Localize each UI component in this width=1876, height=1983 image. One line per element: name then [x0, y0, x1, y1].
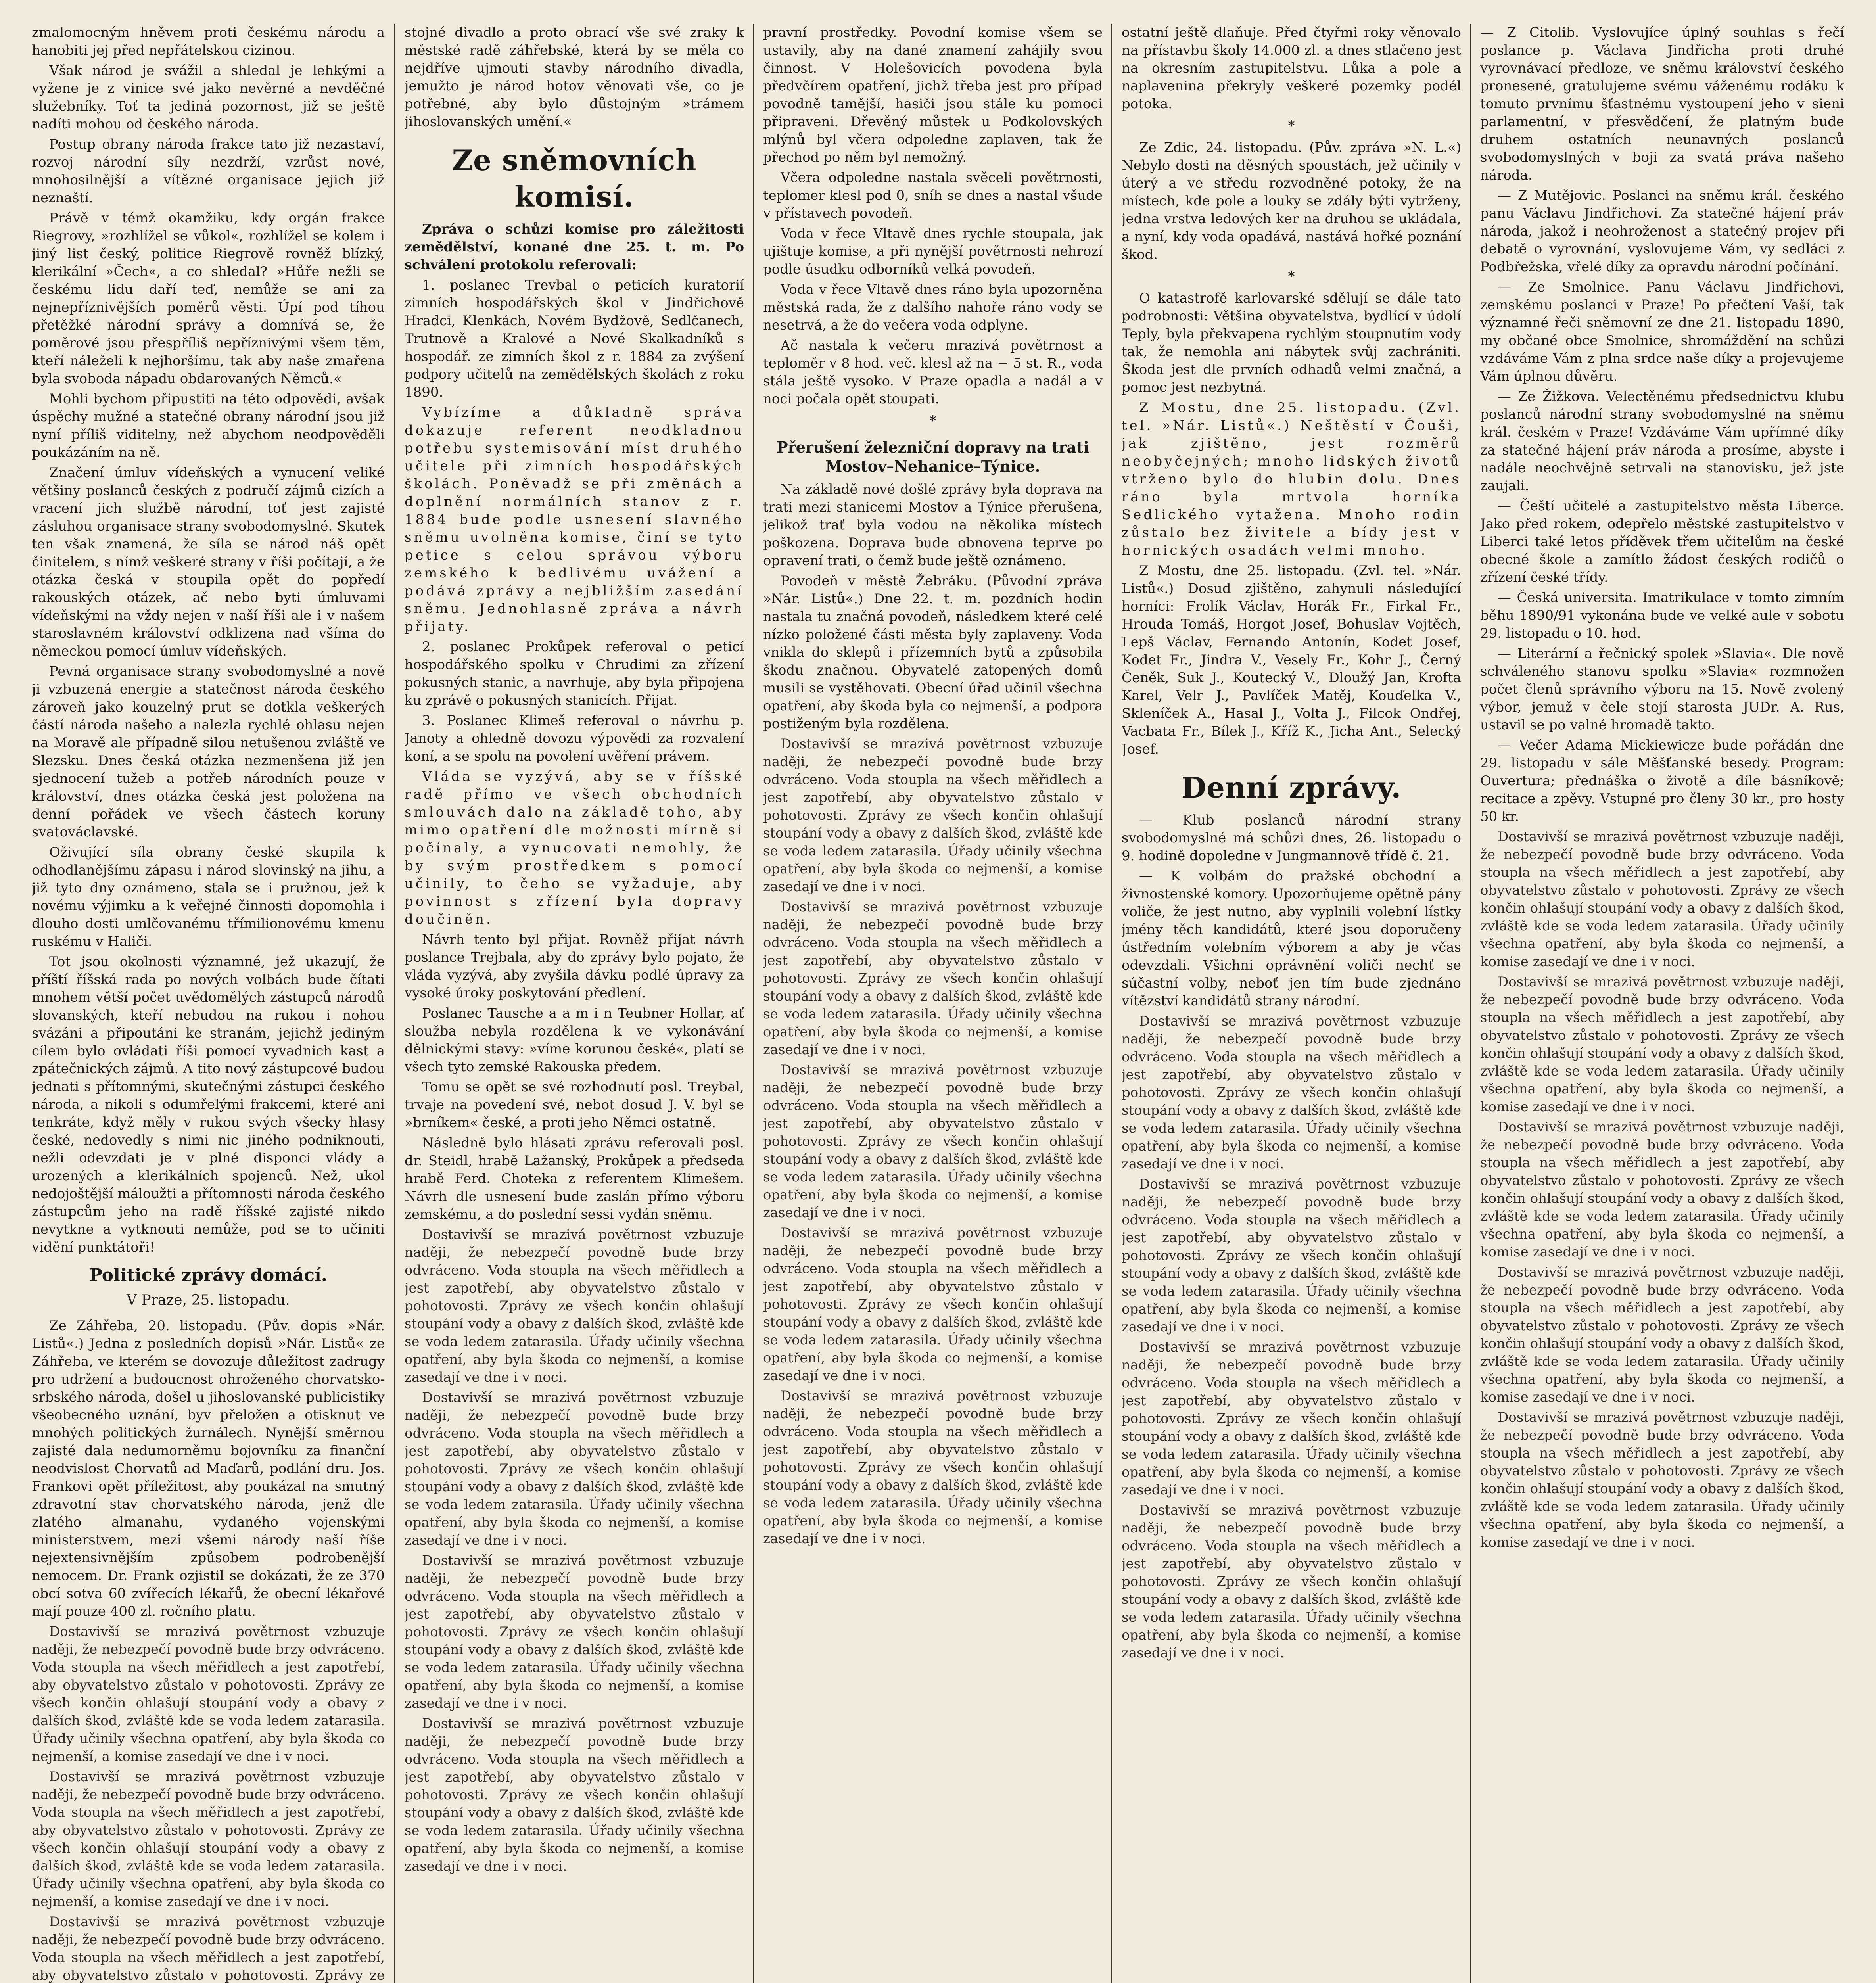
paragraph: Ze Zdic, 24. listopadu. (Pův. zpráva »N. L.«) Nebylo dosti na děsných spoustách, jež učinily v úterý a ve středu rozvodněné potoky, že na místech, kde pole a louky se zdály býti vytrženy, jedna vrstva ledových ker na druhou se ukládala, a nyní, kdy voda opadává, nastává hořké poznání škod. — [1122, 140, 1461, 263]
separator-star: * — [929, 413, 936, 429]
section-headline: Přerušení železniční dopravy na trati Mostov–Nehanice–Týnice. — [777, 438, 1089, 475]
paragraph: Následně bylo hlásati zprávu referovali posl. dr. Steidl, hrabě Lažanský, Prokůpek a předseda hrabě Ferd. Choteka z referentem Klimešem. Návrh dle usnesení bude zaslán přímo výboru zemskému, a do poslední sessi vydán sněmu. — [405, 1135, 744, 1222]
paragraph: Dostavivší se mrazivá povětrnost vzbuzuje naději, že nebezpečí povodně bude brzy odvráceno. Voda stoupla na všech měřidlech a jest zapotřebí, aby obyvatelstvo zůstalo v pohotovosti. Zprávy ze všech končin ohlašují stoupání vody a obavy z dalších škod, zvláště kde se voda ledem zatarasila. Úřady učinily všechna opatření, aby byla škoda co nejmenší, a komise zasedají ve dne i v noci. — [1480, 1119, 1844, 1260]
column-2 — [405, 24, 744, 1983]
paragraph: Pevná organisace strany svobodomyslné a nově ji vzbuzená energie a statečnost národa českého zároveň jako kouzelný prut se dotkla veškerých částí národa našeho a nalezla rychlé ohlasu nejen na Moravě ale případně silou netušenou zvláště ve Slezsku. Dnes česká otázka nezmenšena již jen sjednocení tužeb a potřeb národních pouze v království, dnes otázka česká jest položena na denní pořádek ve všech částech koruny svatováclavské. — [32, 664, 385, 840]
paragraph: Tomu se opět se své rozhodnutí posl. Treybal, trvaje na povedení své, nebot dosud J. V. byl se »brníkem« české, a proti jeho Němci ostatně. — [405, 1079, 744, 1131]
column-rule — [753, 24, 754, 1983]
paragraph: stojné divadlo a proto obrací vše své zraky k městské radě záhřebské, která by se měla co nejdříve ujmouti stavby národního divadla, jemužto je národ hotov věnovati vše, co je potřebné, aby bylo důstojným »trámem jihoslovanských umění.« — [405, 25, 744, 130]
section-title: Ze sněmovních komisí. — [452, 143, 697, 213]
paragraph: Dostavivší se mrazivá povětrnost vzbuzuje naději, že nebezpečí povodně bude brzy odvráceno. Voda stoupla na všech měřidlech a jest zapotřebí, aby obyvatelstvo zůstalo v pohotovosti. Zprávy ze všech končin ohlašují stoupání vody a obavy z dalších škod, zvláště kde se voda ledem zatarasila. Úřady učinily všechna opatření, aby byla škoda co nejmenší, a komise zasedají ve dne i v noci. — [763, 736, 1103, 895]
paragraph: Dostavivší se mrazivá povětrnost vzbuzuje naději, že nebezpečí povodně bude brzy odvráceno. Voda stoupla na všech měřidlech a jest zapotřebí, aby obyvatelstvo zůstalo v pohotovosti. Zprávy ze všech končin ohlašují stoupání vody a obavy z dalších škod, zvláště kde se voda ledem zatarasila. Úřady učinily všechna opatření, aby byla škoda co nejmenší, a komise zasedají ve dne i v noci. — [763, 1388, 1103, 1547]
paragraph: 3. Poslanec Klimeš referoval o návrhu p. Janoty a ohledně dovozu výpovědi za rozvalení koní, a se spolu na povolení uvěření právem. — [405, 713, 744, 764]
paragraph: Dostavivší se mrazivá povětrnost vzbuzuje naději, že nebezpečí povodně bude brzy odvráceno. Voda stoupla na všech měřidlech a jest zapotřebí, aby obyvatelstvo zůstalo v pohotovosti. Zprávy ze všech končin ohlašují stoupání vody a obavy z dalších škod, zvláště kde se voda ledem zatarasila. Úřady učinily všechna opatření, aby byla škoda co nejmenší, a komise zasedají ve dne i v noci. — [1122, 1339, 1461, 1498]
column-rule — [1470, 24, 1471, 1983]
paragraph: — Ze Žižkova. Velectěnému předsednictvu klubu poslanců národní strany svobodomyslné na sněmu král. českém v Praze! Vzdáváme Vám upřímné díky za statečné hájení práv národa a prosíme, abyste i nadále neochvějně setrvali na stanovisku, jež jste zaujali. — [1480, 389, 1844, 494]
paragraph: Dostavivší se mrazivá povětrnost vzbuzuje naději, že nebezpečí povodně bude brzy odvráceno. Voda stoupla na všech měřidlech a jest zapotřebí, aby obyvatelstvo zůstalo v pohotovosti. Zprávy ze všech končin ohlašují stoupání vody a obavy z dalších škod, zvláště kde se voda ledem zatarasila. Úřady učinily všechna opatření, aby byla škoda co nejmenší, a komise zasedají ve dne i v noci. — [763, 1062, 1103, 1221]
paragraph: ostatní ještě dlaňuje. Před čtyřmi roky věnovalo na přístavbu školy 14.000 zl. a dnes stlačeno jest na okresním zastupitelstvu. Lůka a pole a naplavenina překryly veškeré pozemky podél potoka. — [1122, 25, 1461, 112]
paragraph: Z Mostu, dne 25. listopadu. (Zvl. tel. »Nár. Listů«.) Neštěstí v Čouši, jak zjištěno, jest rozměrů neobyčejných; mnoho lidských životů vtrženo bylo do hlubin dolu. Dnes ráno byla mrtvola horníka Sedlického vytažena. Mnoho rodin zůstalo bez živitele a bídy jest v hornických osadách velmi mnoho. — [1122, 400, 1461, 558]
paragraph: — Čeští učitelé a zastupitelstvo města Liberce. Jako před rokem, odepřelo městské zastupitelstvo v Liberci také letos příděvek třem učitelům na české obecné škole a zamítlo žádost českých rodičů o zřízení české třídy. — [1480, 498, 1844, 585]
column-4 — [1122, 24, 1461, 1983]
paragraph: Včera odpoledne nastala svěceli povětrnosti, teplomer klesl pod 0, sníh se dnes a nastal všude v přístavech povodeň. — [763, 170, 1103, 221]
section-title: Denní zprávy. — [1181, 771, 1402, 804]
paragraph: Mohli bychom připustiti na této odpovědi, avšak úspěchy mužné a statečné obrany národní jsou již nyní příliš viditelny, než abychom neodpověděli poukázáním na ně. — [32, 391, 385, 460]
paragraph: — Ze Smolnice. Panu Václavu Jindřichovi, zemskému poslanci v Praze! Po přečtení Vaší, tak významné řeči sněmovní ze dne 21. listopadu 1890, my občané obce Smolnice, shromáždění na schůzi vzdáváme Vám z plna srdce naše díky a projevujeme Vám úplnou důvěru. — [1480, 279, 1844, 384]
paragraph: Právě v témž okamžiku, kdy orgán frakce Riegrovy, »rozhlížel se vůkol«, rozhlížel se kolem i jiný list český, politice Riegrově rovněž blízký, klerikální »Čech«, a co shledal? »Hůře nežli se českému lidu daří teď, nemůže se ani za nejnepříznivějších poměrů věsti. Úpí pod tíhou přetěžké národní správy a domnívá se, že poměrové jsou přespříliš nepříznivými všem těm, kteří náleželi k nejhoršímu, tak aby naše zmařena byla svoboda nápadu obdarovaných Němců.« — [32, 210, 385, 387]
paragraph: Dostavivší se mrazivá povětrnost vzbuzuje naději, že nebezpečí povodně bude brzy odvráceno. Voda stoupla na všech měřidlech a jest zapotřebí, aby obyvatelstvo zůstalo v pohotovosti. Zprávy ze všech končin ohlašují stoupání vody a obavy z dalších škod, zvláště kde se voda ledem zatarasila. Úřady učinily všechna opatření, aby byla škoda co nejmenší, a komise zasedají ve dne i v noci. — [763, 899, 1103, 1058]
paragraph: Dostavivší se mrazivá povětrnost vzbuzuje naději, že nebezpečí povodně bude brzy odvráceno. Voda stoupla na všech měřidlech a jest zapotřebí, aby obyvatelstvo zůstalo v pohotovosti. Zprávy ze všech končin ohlašují stoupání vody a obavy z dalších škod, zvláště kde se voda ledem zatarasila. Úřady učinily všechna opatření, aby byla škoda co nejmenší, a komise zasedají ve dne i v noci. — [32, 1769, 385, 1910]
paragraph: Dostavivší se mrazivá povětrnost vzbuzuje naději, že nebezpečí povodně bude brzy odvráceno. Voda stoupla na všech měřidlech a jest zapotřebí, aby obyvatelstvo zůstalo v pohotovosti. Zprávy ze všech končin ohlašují stoupání vody a obavy z dalších škod, zvláště kde se voda ledem zatarasila. Úřady učinily všechna opatření, aby byla škoda co nejmenší, a komise zasedají ve dne i v noci. — [1480, 1410, 1844, 1550]
paragraph: — Česká universita. Imatrikulace v tomto zimním běhu 1890/91 vykonána bude ve velké aule v sobotu 29. listopadu o 10. hod. — [1480, 590, 1844, 641]
paragraph: Vybízíme a důkladně správa dokazuje referent neodkladnou potřebu systemisování míst druhého učitele při zimních hospodářských školách. Poněvadž se při změnách a doplnění normálních stanov z r. 1884 bude podle usnesení slavného sněmu uvolněna komise, činí se tyto petice s celou správou výboru zemského k bedlivému uvážení a podává zprávy a nejbližším zasedání sněmu. Jednohlasně zpráva a návrh přijaty. — [405, 405, 744, 635]
paragraph: Povodeň v městě Žebráku. (Původní zpráva »Nár. Listů«.) Dne 22. t. m. pozdních hodin nastala tu značná povodeň, následkem které celé nízko položené části města byly zaplaveny. Voda vnikla do sklepů i přízemních bytů a způsobila škodu značnou. Obyvatelé zatopených domů musili se vystěhovati. Obecní úřad učinil všechna opatření, aby škoda byla co nejmenší, a podpora postiženým byla rozdělena. — [763, 573, 1103, 732]
paragraph: pravní prostředky. Povodní komise všem se ustavily, aby na dané znamení zahájily svou činnost. V Holešovicích povodena byla předvčírem opatření, jichž třeba jest pro případ povodně tamější, hasiči jsou stále ku pomoci připraveni. Dřevěný můstek u Podkolovských mlýnů byl včera odpoledne zaplaven, tak že přechod po něm byl nemožný. — [763, 25, 1103, 165]
paragraph: Dostavivší se mrazivá povětrnost vzbuzuje naději, že nebezpečí povodně bude brzy odvráceno. Voda stoupla na všech měřidlech a jest zapotřebí, aby obyvatelstvo zůstalo v pohotovosti. Zprávy ze všech končin ohlašují stoupání vody a obavy z dalších škod, zvláště kde se voda ledem zatarasila. Úřady učinily všechna opatření, aby byla škoda co nejmenší, a komise zasedají ve dne i v noci. — [32, 1624, 385, 1764]
paragraph: 1. poslanec Trevbal o peticích kuratorií zimních hospodářských škol v Jindřichově Hradci, Klenkách, Novém Bydžově, Sedlčanech, Trutnově a Kralové a Nové Skalkadníků s hospodář. ze zimních škol z r. 1884 za zvýšení podpory učitelů na zemědělských školách z roku 1890. — [405, 277, 744, 400]
paragraph: — Večer Adama Mickiewicze bude pořádán dne 29. listopadu v sále Měšťanské besedy. Program: Ouvertura; přednáška o životě a díle básníkově; recitace a zpěvy. Vstupné pro členy 30 kr., pro hosty 50 kr. — [1480, 737, 1844, 825]
paragraph: Postup obrany národa frakce tato již nezastaví, rozvoj národní síly nezdrží, vzrůst nové, mnohosilnější a vítězné organisace jejich již neznaští. — [32, 136, 385, 206]
separator-star: * — [1288, 268, 1295, 284]
paragraph: Dostavivší se mrazivá povětrnost vzbuzuje naději, že nebezpečí povodně bude brzy odvráceno. Voda stoupla na všech měřidlech a jest zapotřebí, aby obyvatelstvo zůstalo v pohotovosti. Zprávy ze všech končin ohlašují stoupání vody a obavy z dalších škod, zvláště kde se voda ledem zatarasila. Úřady učinily všechna opatření, aby byla škoda co nejmenší, a komise zasedají ve dne i v noci. — [405, 1553, 744, 1711]
paragraph: O katastrofě karlovarské sdělují se dále tato podrobnosti: Většina obyvatelstva, bydlící v údolí Teply, byla překvapena rychlým stoupnutím vody tak, že nemohla ani nábytek svůj zachrániti. Škoda jest dle prvních odhadů velmi značná, a pomoc jest nezbytná. — [1122, 290, 1461, 395]
paragraph: Dostavivší se mrazivá povětrnost vzbuzuje naději, že nebezpečí povodně bude brzy odvráceno. Voda stoupla na všech měřidlech a jest zapotřebí, aby obyvatelstvo zůstalo v pohotovosti. Zprávy ze všech končin ohlašují stoupání vody a obavy z dalších škod, zvláště kde se voda ledem zatarasila. Úřady učinily všechna opatření, aby byla škoda co nejmenší, a komise zasedají ve dne i v noci. — [1122, 1502, 1461, 1661]
paragraph: Dostavivší se mrazivá povětrnost vzbuzuje naději, že nebezpečí povodně bude brzy odvráceno. Voda stoupla na všech měřidlech a jest zapotřebí, aby obyvatelstvo zůstalo v pohotovosti. Zprávy ze všech končin ohlašují stoupání vody a obavy z dalších škod, zvláště kde se voda ledem zatarasila. Úřady učinily všechna opatření, aby byla škoda co nejmenší, a komise zasedají ve dne i v noci. — [1480, 974, 1844, 1115]
paragraph: 2. poslanec Prokůpek referoval o peticí hospodářského spolku v Chrudimi za zřízení pokusných stanic, a navrhuje, aby byla připojena ku zprávě o pokusných stanicích. Přijat. — [405, 639, 744, 708]
column-rule — [1111, 24, 1112, 1983]
paragraph: — Z Citolib. Vyslovujíce úplný souhlas s řečí poslance p. Václava Jindřicha proti druhé vyrovnávací předloze, ve sněmu království českého pronesené, gratulujeme svému váženému rodáku k tomuto prvnímu šťastnému vystoupení jeho v sieni parlamentní, v přesvědčení, že platným bude druhem ostatních neunavných poslanců svobodomyslných v boji za svatá práva našeho národa. — [1480, 25, 1844, 183]
paragraph: Tot jsou okolnosti významné, jež ukazují, že příští říšská rada po nových volbách bude čítati mnohem větší počet uvědomělých zástupců národů slovanských, kteří nebudou na rukou i nohou svázáni a připoutáni ke stranám, jejichž jediným cílem bylo ovládati říši pomocí vyvadnich kast a zpátečnických zájmů. A tito nový zástupcové budou jednati s přítomnými, skutečnými zástupci českého národa, a nikoli s odumřelými frakcemi, které ani tenkráte, když měly v rukou svých všecky hlasy české, nedovedly s nimi nic jiného podniknouti, nežli odevzdati je v plné disponci vlády a urozených a klerikálních spojenců. Než, ukol nedojoštější máloužti a přítomnosti národa českého zástupcům jeho na radě říšské zajisté nikdo nevytkne a vytknouti nemůže, pod se to učiniti vidění punktátoři! — [32, 954, 385, 1255]
column-rule — [394, 24, 395, 1983]
paragraph: — Literární a řečnický spolek »Slavia«. Dle nově schváleného stanovu spolku »Slavia« rozmnožen počet členů správního výboru na 15. Nově zvolený výbor, jemuž v čele stojí starosta JUDr. A. Rus, ustavil se po valné hromadě takto. — [1480, 646, 1844, 733]
paragraph: Dostavivší se mrazivá povětrnost vzbuzuje naději, že nebezpečí povodně bude brzy odvráceno. Voda stoupla na všech měřidlech a jest zapotřebí, aby obyvatelstvo zůstalo v pohotovosti. Zprávy ze všech končin ohlašují stoupání vody a obavy z dalších škod, zvláště kde se voda ledem zatarasila. Úřady učinily všechna opatření, aby byla škoda co nejmenší, a komise zasedají ve dne i v noci. — [405, 1716, 744, 1874]
paragraph: Poslanec Tausche a a m i n Teubner Hollar, ať sloužba nebyla rozdělena k ve vykonávání dělnickými stavy: »víme korunou české«, platí se všech tyto zemské Rakouska předem. — [405, 1005, 744, 1075]
paragraph: Oživující síla obrany české skupila k odhodlanějšímu zápasu i národ slovinský na jihu, a již tyto dny oznámeno, stala se i pružnou, jež k novému výjimku a k veřejné činnosti dopomohla i dlouho dosti umlčovanému třímilionovému kmenu ruskému v Haliči. — [32, 844, 385, 949]
paragraph: Na základě nové došlé zprávy byla doprava na trati mezi stanicemi Mostov a Týnice přerušena, jelikož trať byla vodou na několika místech poškozena. Doprava bude obnovena teprve po opravení trati, o čemž bude ještě oznámeno. — [763, 481, 1103, 569]
paragraph: Z Mostu, dne 25. listopadu. (Zvl. tel. »Nár. Listů«.) Dosud zjištěno, zahynuli následující horníci: Frolík Václav, Horák Fr., Firkal Fr., Hrouda Tomáš, Horgot Josef, Bohuslav Vojtěch, Lepš Václav, Fernando Antonín, Kodet Josef, Kodet Fr., Jindra V., Vesely Fr., Kohr J., Černý Čeněk, Suk J., Koutecký V., Dloužý Jan, Krofta Karel, Velr J., Pavlíček Matěj, Kouďelka V., Skleníček A., Hasal J., Volta J., Filcok Ondřej, Vacbata Fr., Bílek J., Kříž K., Jicha Ant., Selecký Josef. — [1122, 563, 1461, 757]
column-5 — [1480, 24, 1844, 1983]
paragraph: zmalomocným hněvem proti českému národu a hanobiti jej před nepřátelskou cizinou. — [32, 25, 385, 58]
paragraph: Ze Záhřeba, 20. listopadu. (Pův. dopis »Nár. Listů«.) Jedna z posledních dopisů »Nár. Listů« ze Záhřeba, ve kterém se dovozuje důležitost zadrugy pro udržení a budoucnost ohroženého chorvatsko-srbského národa, došel u jihoslovanské publicistiky všeobecného uznání, byv přeložen a otisknut ve mnohých politických žurnálech. Nynější směrnou zajisté dala nedumorněmu bojovníku za finanční neodvislost Chorvatů ad Maďarů, podlání dru. Jos. Frankovi opět příležitost, aby poukázal na smutný zdravotní stav chorvatského národa, jenž dle zlatého almanahu, vydaného vojenskými ministerstvem, mezi všemi národy naší říše nejextensivnějším způsobem podrobenější nemocem. Dr. Frank ozjistil se dokázati, že ze 370 obcí sotva 60 zvířecích lékařů, že obecní lékařové mají pouze 400 zl. ročního platu. — [32, 1318, 385, 1619]
paragraph: Vláda se vyzývá, aby se v říšské radě přímo ve všech obchodních smlouvách dalo na základě toho, aby mimo opatření dle možnosti mírně si počínaly, a vynucovati nemohly, že by svým prostředkem s pomocí učinily, to čeho se vyžaduje, aby povinnost s zřízení byla dopravy doučiněn. — [405, 769, 744, 927]
column-3 — [763, 24, 1103, 1983]
separator-star: * — [1288, 118, 1295, 134]
section-headline: Politické zprávy domácí. — [89, 1265, 328, 1285]
paragraph: Dostavivší se mrazivá povětrnost vzbuzuje naději, že nebezpečí povodně bude brzy odvráceno. Voda stoupla na všech měřidlech a jest zapotřebí, aby obyvatelstvo zůstalo v pohotovosti. Zprávy ze všech končin ohlašují stoupání vody a obavy z dalších škod, zvláště kde se voda ledem zatarasila. Úřady učinily všechna opatření, aby byla škoda co nejmenší, a komise zasedají ve dne i v noci. — [1122, 1176, 1461, 1335]
paragraph: Dostavivší se mrazivá povětrnost vzbuzuje naději, že nebezpečí povodně bude brzy odvráceno. Voda stoupla na všech měřidlech a jest zapotřebí, aby obyvatelstvo zůstalo v pohotovosti. Zprávy ze — [32, 1914, 385, 1983]
paragraph: Dostavivší se mrazivá povětrnost vzbuzuje naději, že nebezpečí povodně bude brzy odvráceno. Voda stoupla na všech měřidlech a jest zapotřebí, aby obyvatelstvo zůstalo v pohotovosti. Zprávy ze všech končin ohlašují stoupání vody a obavy z dalších škod, zvláště kde se voda ledem zatarasila. Úřady učinily všechna opatření, aby byla škoda co nejmenší, a komise zasedají ve dne i v noci. — [405, 1227, 744, 1385]
paragraph: Ač nastala k večeru mrazivá povětrnost a teploměr v 8 hod. več. klesl až na − 5 st. R., voda stála ještě vysoko. V Praze opadla a nadál a v noci počala opět stoupati. — [763, 338, 1103, 407]
column-1 — [32, 24, 385, 1983]
paragraph: Značení úmluv vídeňských a vynucení veliké většiny poslanců českých z područí zájmů cizích a vracení jich službě národní, toť jest zajisté zásluhou organisace strany svobodomyslné. Skutek ten však znamená, že síla se národ náš opět činitelem, s nímž veškeré strany v říši počítají, a že otázka česká v stoupila opět do popředí rakouských otázek, ač nebo byti úmluvami vídeňskými na vždy nejen v naší říši ale i v našem staroslavném království odklizena nad všíma do německou pomocí úmluv vídeňských. — [32, 465, 385, 659]
paragraph: Voda v řece Vltavě dnes ráno byla upozorněna městská rada, že z dalšího nahoře ráno vody se nesetrvá, a že do večera voda odplyne. — [763, 282, 1103, 333]
paragraph: Dostavivší se mrazivá povětrnost vzbuzuje naději, že nebezpečí povodně bude brzy odvráceno. Voda stoupla na všech měřidlech a jest zapotřebí, aby obyvatelstvo zůstalo v pohotovosti. Zprávy ze všech končin ohlašují stoupání vody a obavy z dalších škod, zvláště kde se voda ledem zatarasila. Úřady učinily všechna opatření, aby byla škoda co nejmenší, a komise zasedají ve dne i v noci. — [763, 1225, 1103, 1384]
dateline: V Praze, 25. listopadu. — [126, 1292, 290, 1308]
paragraph: Dostavivší se mrazivá povětrnost vzbuzuje naději, že nebezpečí povodně bude brzy odvráceno. Voda stoupla na všech měřidlech a jest zapotřebí, aby obyvatelstvo zůstalo v pohotovosti. Zprávy ze všech končin ohlašují stoupání vody a obavy z dalších škod, zvláště kde se voda ledem zatarasila. Úřady učinily všechna opatření, aby byla škoda co nejmenší, a komise zasedají ve dne i v noci. — [1122, 1013, 1461, 1172]
paragraph: Voda v řece Vltavě dnes rychle stoupala, jak ujištuje komise, a při nynější povětrnosti nehrozí podle úsudku odborníků velká povodeň. — [763, 226, 1103, 277]
paragraph: — K volbám do pražské obchodní a živnostenské komory. Upozorňujeme opětně pány voliče, že jest nutno, aby vyplnili volební lístky jmény těch kandidátů, které jsou doporučeny ústředním volebním výborem a aby je včas odevzdali. Všichni oprávnění voliči nechť se súčastní volby, neboť jen tím bude zjednáno vítězství kandidátů strany národní. — [1122, 868, 1461, 1009]
paragraph: Dostavivší se mrazivá povětrnost vzbuzuje naději, že nebezpečí povodně bude brzy odvráceno. Voda stoupla na všech měřidlech a jest zapotřebí, aby obyvatelstvo zůstalo v pohotovosti. Zprávy ze všech končin ohlašují stoupání vody a obavy z dalších škod, zvláště kde se voda ledem zatarasila. Úřady učinily všechna opatření, aby byla škoda co nejmenší, a komise zasedají ve dne i v noci. — [1480, 1264, 1844, 1405]
paragraph: Dostavivší se mrazivá povětrnost vzbuzuje naději, že nebezpečí povodně bude brzy odvráceno. Voda stoupla na všech měřidlech a jest zapotřebí, aby obyvatelstvo zůstalo v pohotovosti. Zprávy ze všech končin ohlašují stoupání vody a obavy z dalších škod, zvláště kde se voda ledem zatarasila. Úřady učinily všechna opatření, aby byla škoda co nejmenší, a komise zasedají ve dne i v noci. — [1480, 829, 1844, 970]
paragraph: Návrh tento byl přijat. Rovněž přijat návrh poslance Trejbala, aby do zprávy bylo pojato, že vláda vyzývá, aby zvyšila dávku podlé úpravy za vysoké úroky poskytování předlení. — [405, 932, 744, 1001]
paragraph: Zpráva o schůzi komise pro záležitosti zemědělství, konané dne 25. t. m. Po schválení protokolu referovali: — [405, 221, 744, 273]
paragraph: Dostavivší se mrazivá povětrnost vzbuzuje naději, že nebezpečí povodně bude brzy odvráceno. Voda stoupla na všech měřidlech a jest zapotřebí, aby obyvatelstvo zůstalo v pohotovosti. Zprávy ze všech končin ohlašují stoupání vody a obavy z dalších škod, zvláště kde se voda ledem zatarasila. Úřady učinily všechna opatření, aby byla škoda co nejmenší, a komise zasedají ve dne i v noci. — [405, 1390, 744, 1548]
paragraph: — Z Mutějovic. Poslanci na sněmu král. českého panu Václavu Jindřichovi. Za statečné hájení práv národa, jakož i neohroženost a statečný projev při debatě o vyrovnání, vyslovujeme Vám, vy sedláci z Podbřežska, vřelé díky za opravdu národní počínání. — [1480, 188, 1844, 275]
paragraph: — Klub poslanců národní strany svobodomyslné má schůzi dnes, 26. listopadu o 9. hodině dopoledne v Jungmannově třídě č. 21. — [1122, 812, 1461, 864]
paragraph: Však národ je svážil a shledal je lehkými a vyžene je z vinice své jako nevěrné a nevděčné služebníky. Toť ta jediná pozornost, již se ještě nadíti mohou od českého národa. — [32, 63, 385, 132]
